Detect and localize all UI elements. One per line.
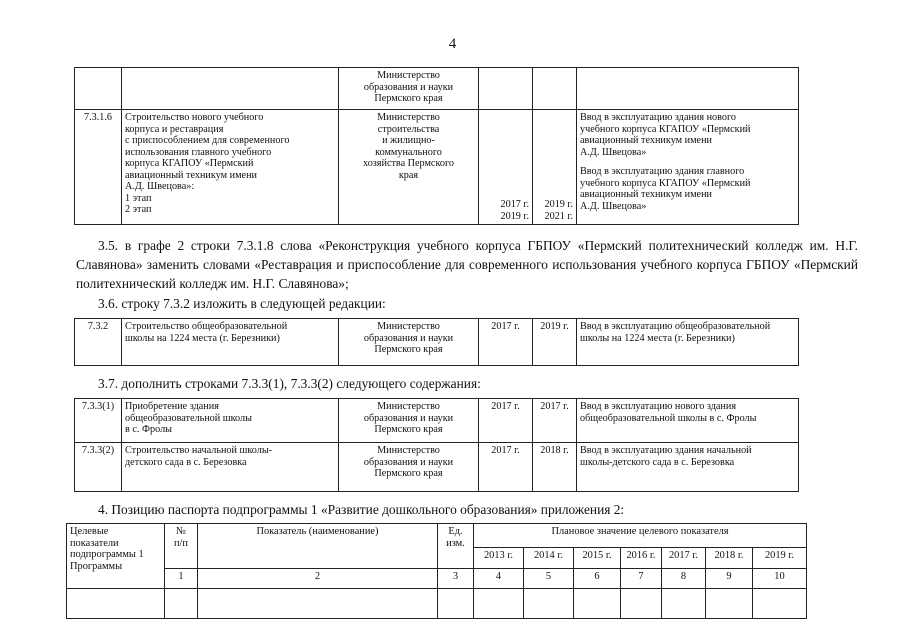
column-number: 5 [524, 569, 574, 589]
row-code: 7.3.2 [75, 319, 122, 366]
paragraph-3-7: 3.7. дополнить строками 7.3.3(1), 7.3.3(2) следующего содержания: [98, 376, 481, 391]
activity-name-cell: Строительство общеобразовательной школы на 1224 места (г. Березники) [122, 319, 339, 366]
agency-cell: Министерство строительства и жилищно- коммунального хозяйства Пермского края [339, 110, 479, 225]
paragraph-3-6: 3.6. строку 7.3.2 изложить в следующей редакции: [98, 296, 386, 311]
year-header: 2019 г. [753, 548, 807, 569]
planned-value-header: Плановое значение целевого показателя [474, 524, 807, 548]
activity-name-cell: Приобретение здания общеобразовательной школы в с. Фролы [122, 399, 339, 443]
end-date-cell: 2019 г. 2021 г. [533, 110, 577, 225]
page-number: 4 [448, 36, 457, 52]
row-code: 7.3.3(2) [75, 443, 122, 492]
table-row [75, 68, 799, 110]
activity-name-cell: Строительство начальной школы- детского сада в с. Березовка [122, 443, 339, 492]
year-header: 2013 г. [474, 548, 524, 569]
table-activities-7316 [74, 67, 799, 225]
start-date-cell: 2017 г. [479, 399, 533, 443]
column-number: 2 [198, 569, 438, 589]
table-row [67, 569, 807, 589]
table-row [75, 319, 799, 366]
year-header: 2015 г. [574, 548, 621, 569]
start-date-cell: 2017 г. [479, 319, 533, 366]
row-code: 7.3.1.6 [75, 110, 122, 225]
column-number: 1 [165, 569, 198, 589]
result-cell: Ввод в эксплуатацию общеобразовательной школы на 1224 места (г. Березники) [577, 319, 799, 366]
paragraph-4: 4. Позицию паспорта подпрограммы 1 «Развитие дошкольного образования» приложения 2: [98, 502, 625, 517]
table-row [75, 399, 799, 443]
row-code: 7.3.3(1) [75, 399, 122, 443]
result-cell: Ввод в эксплуатацию здания нового учебного корпуса КГАПОУ «Пермский авиационный техникум имени А.Д. Швецова» Ввод в эксплуатацию здания главного учебного корпуса КГАПОУ «Пермский авиационный техникум имени А.Д. Швецова» [577, 110, 799, 225]
indicator-name-header: Показатель (наименование) [198, 524, 438, 569]
start-date-cell: 2017 г. 2019 г. [479, 110, 533, 225]
target-indicators-label: Целевые показатели подпрограммы 1 Программы [67, 524, 165, 589]
paragraph-3-5: 3.5. в графе 2 строки 7.3.1.8 слова «Реконструкция учебного корпуса ГБПОУ «Пермский политехнический колледж им. Н.Г. Славянова» заменить словами «Реставрация и приспособление для современного использования учебного корпуса ГБПОУ «Пермский политехнический колледж им. Н.Г. Славянова»; [76, 238, 858, 291]
table-row [75, 110, 799, 225]
agency-cell: Министерство образования и науки Пермского края [339, 319, 479, 366]
end-date-cell: 2019 г. [533, 319, 577, 366]
table-row [75, 443, 799, 492]
year-header: 2017 г. [662, 548, 706, 569]
table-row-7-3-2 [74, 318, 799, 366]
end-date-cell: 2017 г. [533, 399, 577, 443]
activity-name-cell: Строительство нового учебного корпуса и реставрация с приспособлением для современного использования главного учебного корпуса КГАПОУ «Пермский авиационный техникум имени А.Д. Швецова»: 1 этап 2 этап [122, 110, 339, 225]
column-number: 9 [706, 569, 753, 589]
year-header: 2014 г. [524, 548, 574, 569]
unit-header: Ед. изм. [438, 524, 474, 569]
agency-cell: Министерство образования и науки Пермского края [339, 399, 479, 443]
column-number: 7 [621, 569, 662, 589]
end-date-cell: 2018 г. [533, 443, 577, 492]
table-rows-7-3-3 [74, 398, 799, 492]
table-row [67, 589, 807, 619]
start-date-cell: 2017 г. [479, 443, 533, 492]
passport-table [66, 523, 807, 619]
column-number: 6 [574, 569, 621, 589]
column-number: 4 [474, 569, 524, 589]
agency-cell: Министерство образования и науки Пермского края [339, 443, 479, 492]
table-row [67, 524, 807, 548]
agency-cell: Министерство образования и науки Пермского края [339, 68, 479, 110]
column-number: 10 [753, 569, 807, 589]
result-cell: Ввод в эксплуатацию здания начальной школы-детского сада в с. Березовка [577, 443, 799, 492]
result-cell: Ввод в эксплуатацию нового здания общеобразовательной школы в с. Фролы [577, 399, 799, 443]
number-header: № п/п [165, 524, 198, 569]
year-header: 2018 г. [706, 548, 753, 569]
column-number: 8 [662, 569, 706, 589]
year-header: 2016 г. [621, 548, 662, 569]
column-number: 3 [438, 569, 474, 589]
